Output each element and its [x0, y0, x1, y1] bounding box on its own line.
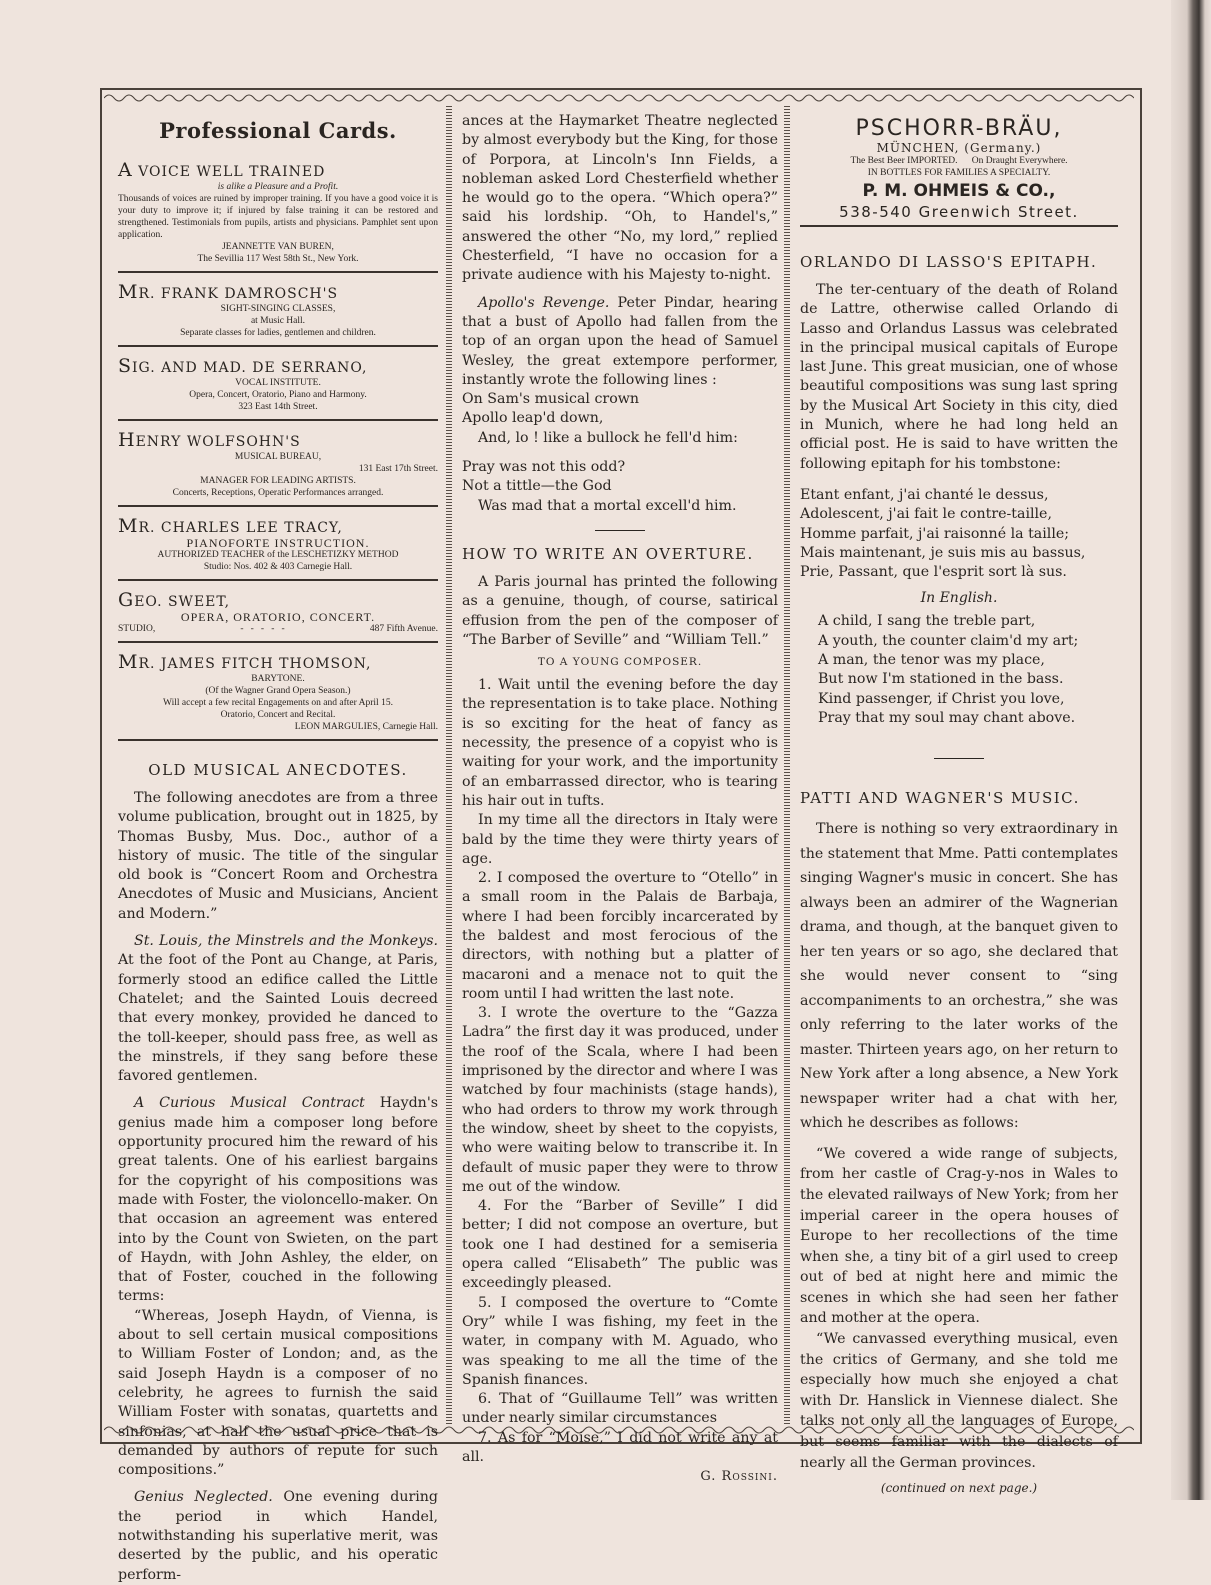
column-rule [784, 104, 790, 1424]
french-epitaph: Etant enfant, j'ai chanté le dessus, Adolescent, j'ai fait le contre-taille, Homme parfait, j'ai raisonné la taille; Mais maintenant, je suis mis au bassus, Prie, Passant, que l'esprit sort là sus. [800, 486, 1086, 581]
overture-items: 1. Wait until the evening before the day the representation is to take place. Nothing is so exciting for the heat of fancy as necessity, the presence of a copyist who is waiting for your work, and the importunity of an embarrassed director, who is tearing his hair out in tufts. In my time all the directors in Italy were bald by the time they were thirty years of age. 2. I composed the overture to “Otello” in a small room in the Palais de Barbaja, where I had been forcibly incarcerated by the baldest and most ferocious of the directors, with nothing but a platter of macaroni and a menace not to quit the room until I had written the last note. 3. I wrote the overture to the “Gazza Ladra” the first day it was produced, under the roof of the Scala, where I had been imprisoned by the director and where I was watched by four machinists (stage hands), who had orders to throw my work through the window, sheet by sheet to the copyists, who were waiting below to transcribe it. In default of music paper they were to throw me out of the window. 4. For the “Barber of Seville” I did better; I did not compose an overture, but took one I had destined for a semiseria opera called “Elisabeth” The public was exceedingly pleased. 5. I composed the overture to “Comte Ory” while I was fishing, my feet in the water, in company with M. Aguado, who was speaking to me all the time of the Spanish finances. 6. That of “Guillaume Tell” was written under nearly similar circumstances 7. As for “Moise,” I did not write any at all. [462, 677, 778, 1465]
wavy-border-top [104, 92, 1134, 104]
card-wolfsohn: HENRY WOLFSOHN'S MUSICAL BUREAU, 131 East 17th Street. MANAGER FOR LEADING ARTISTS. Concerts, Receptions, Operatic Performances arranged. [118, 427, 438, 507]
continued-note: (continued on next page.) [880, 1481, 1038, 1496]
divider [934, 758, 984, 759]
column-2: ances at the Haymarket Theatre neglected by almost everybody but the King, for those of Porpora, at Lincoln's Inn Fields, a nobleman asked Lord Chesterfield whether he would go to the opera. “Which opera?” said his lordship. “Oh, to Handel's,” answered the other “No, my lord,” replied Chesterfield, “I have no occasion for a private audience with his Majesty to-night. Apollo's Revenge. Peter Pindar, hearing that a bust of Apollo had fallen from the top of an organ upon the head of Samuel Wesley, the great extempore performer, instantly wrote the following lines : On Sam's musical crown Apollo leap'd down, And, lo ! like a bullock he fell'd him: Pray was not this odd? Not a tittle—the God Was mad that a mortal excell'd him. HOW TO WRITE AN OVERTURE. A Paris journal has printed the following as a genuine, though, of course, satirical effusion from the pen of the composer of “The Barber of Seville” and “William Tell.” TO A YOUNG COMPOSER. 1. Wait until the evening before the day the representation is to take place. Nothing is so exciting for the heat of fancy as necessity, the presence of a copyist who is waiting for your work, and the importunity of an embarrassed director, who is tearing his hair out in tufts. In my time all the directors in Italy were bald by the time they were thirty years of age. 2. I composed the overture to “Otello” in a small room in the Palais de Barbaja, where I had been forcibly incarcerated by the baldest and most ferocious of the directors, with nothing but a platter of macaroni and a menace not to quit the room until I had written the last note. 3. I wrote the overture to the “Gazza Ladra” the first day it was produced, under the roof of the Scala, where I had been imprisoned by the director and where I was watched by four machinists (stage hands), who had orders to throw my work through the window, sheet by sheet to the copyists, who were waiting below to transcribe it. In default of music paper they were to throw me out of the window. 4. For the “Barber of Seville” I did better; I did not compose an overture, but took one I had destined for a semiseria opera called “Elisabeth” The public was exceedingly pleased. 5. I composed the overture to “Comte Ory” while I was fishing, my feet in the water, in company with M. Aguado, who was speaking to me all the time of the Spanish finances. 6. That of “Guillaume Tell” was written under nearly similar circumstances 7. As for “Moise,” I did not write any at all. G. Rossini. [462, 113, 778, 1485]
patti-title: PATTI AND WAGNER'S MUSIC. [800, 789, 1080, 808]
anecdotes-body: The following anecdotes are from a three volume publication, brought out in 1825, by Thomas Busby, Mus. Doc., author of a history of music. The title of the singular old book is “Concert Room and Orchestra Anecdotes of Music and Musicians, Ancient and Modern.” St. Louis, the Minstrels and the Monkeys. At the foot of the Pont au Change, at Paris, formerly stood an edifice called the Little Chatelet; and the Sainted Louis decreed that every monkey, provided he danced to the toll-keeper, should pass free, as well as the minstrels, if they sang before these favored gentlemen. A Curious Musical Contract Haydn's genius made him a composer long before opportunity procured him the reward of his great talents. One of his earliest bargains for the copyright of his compositions was made with Foster, the violoncello-maker. On that occasion an agreement was entered into by the Count von Swieten, on the part of Haydn, with John Ashley, the elder, on that of Foster, couched in the following terms: “Whereas, Joseph Haydn, of Vienna, is about to sell certain musical compositions to William Foster of London; and, as the said Joseph Haydn is a composer of no celebrity, he agrees to furnish the said William Foster with sonatas, quartetts and sinfonias, at half the usual price that is demanded by authors of repute for such compositions.” Genius Neglected. One evening during the period in which Handel, notwithstanding his superlative merit, was deserted by the public, and his operatic perform- [118, 790, 439, 1583]
column-rule [446, 104, 452, 1424]
ohmeis-name: P. M. OHMEIS & CO., [862, 181, 1056, 201]
column-1 [118, 112, 438, 1585]
signature: G. Rossini. [700, 1469, 778, 1485]
card-tracy: MR. CHARLES LEE TRACY, PIANOFORTE INSTRUCTION. AUTHORIZED TEACHER of the LESCHETIZKY METHOD Studio: Nos. 402 & 403 Carnegie Hall. [118, 513, 438, 581]
card-sweet: GEO. SWEET, OPERA, ORATORIO, CONCERT. STUDIO, - - - - - 487 Fifth Avenue. [118, 587, 438, 643]
card-thomson: MR. JAMES FITCH THOMSON, BARYTONE. (Of the Wagner Grand Opera Season.) Will accept a few recital Engagements on and after April 15. Oratorio, Concert and Recital. LEON MARGULIES, Carnegie Hall. [118, 649, 438, 741]
to-young-composer: TO A YOUNG COMPOSER. [537, 656, 703, 669]
lasso-title: ORLANDO DI LASSO'S EPITAPH. [800, 253, 1098, 271]
pschorr-brau-title: PSCHORR-BRÄU, [855, 116, 1063, 141]
anecdotes-title: OLD MUSICAL ANECDOTES. [148, 761, 408, 779]
english-epitaph: A child, I sang the treble part, A youth, the counter claim'd my art; A man, the tenor was my place, But now I'm stationed in the bass. Kind passenger, if Christ you love, Pray that my soul may chant above. [818, 613, 1079, 726]
ad-address: 538-540 Greenwich Street. [800, 203, 1118, 227]
card-damrosch: MR. FRANK DAMROSCH'S SIGHT-SINGING CLASSES, at Music Hall. Separate classes for ladies, gentlemen and children. [118, 279, 438, 347]
divider [595, 530, 645, 531]
professional-cards-title: Professional Cards. [159, 118, 397, 143]
chesterfield-paragraph: ances at the Haymarket Theatre neglected by almost everybody but the King, for those of Porpora, at Lincoln's Inn Fields, a nobleman asked Lord Chesterfield whether he would go to the opera. “Which opera?” said his lordship. “Oh, to Handel's,” answered the other “No, my lord,” replied Chesterfield, “I have no occasion for a private audience with his Majesty to-night. [462, 113, 778, 284]
card-voice-training: A VOICE WELL TRAINED is alike a Pleasure and a Profit. Thousands of voices are ruined by improper training. If you have a good voice it is your duty to improve it; if injured by false training it can be restored and strengthened. Testimonials from pupils, artists and physicians. Pamphlet sent upon application. JEANNETTE VAN BUREN, The Sevillia 117 West 58th St., New York. [118, 157, 438, 273]
binding-spine [1171, 0, 1211, 1500]
patti-body: There is nothing so very extraordinary in the statement that Mme. Patti contemplates singing Wagner's music in concert. She has always been an admirer of the Wagnerian drama, and though, at the banquet given to her ten years or so ago, she declared that she would never consent to “sing accompaniments to an orchestra,” she was only referring to the later works of the master. Thirteen years ago, on her return to New York after a long absence, a New York newspaper writer had a chat with her, which he describes as follows: “We covered a wide range of subjects, from her castle of Crag-y-nos in Wales to the elevated railways of New York; from her imperial career in the opera houses of Europe to her recollections of the time when she, a tiny bit of a girl used to creep out of bed at night here and mimic the scenes in which she had seen her father and mother at the opera. “We canvassed everything musical, even the critics of Germany, and she told me especially how much she enjoyed a chat with Dr. Hanslick in Viennese dialect. She talks not only all the languages of Europe, but seems familiar with the dialects of nearly all the German provinces. [800, 821, 1118, 1471]
apollo-poem: On Sam's musical crown Apollo leap'd down, And, lo ! like a bullock he fell'd him: Pray was not this odd? Not a tittle—the God Was mad that a mortal excell'd him. [462, 391, 738, 514]
card-serrano: SIG. AND MAD. DE SERRANO, VOCAL INSTITUTE. Opera, Concert, Oratorio, Piano and Harmony. 323 East 14th Street. [118, 353, 438, 421]
column-3: PSCHORR-BRÄU, MÜNCHEN, (Germany.) The Best Beer IMPORTED. On Draught Everywhere. IN BOTTLES FOR FAMILIES A SPECIALTY. P. M. OHMEIS & CO., 538-540 Greenwich Street. ORLANDO DI LASSO'S EPITAPH. The ter-centuary of the death of Roland de Lattre, otherwise called Orlando di Lasso and Orlandus Lassus was celebrated in the principal musical capitals of Europe last June. This great musician, one of whose beautiful compositions was sung last spring by the Musical Art Society in this city, died in Munich, where he had long held an official post. He is said to have written the following epitaph for his tombstone: Etant enfant, j'ai chanté le dessus, Adolescent, j'ai fait le contre-taille, Homme parfait, j'ai raisonné la taille; Mais maintenant, je suis mis au bassus, Prie, Passant, que l'esprit sort là sus. In English. A child, I sang the treble part, A youth, the counter claim'd my art; A man, the tenor was my place, But now I'm stationed in the bass. Kind passenger, if Christ you love, Pray that my soul may chant above. PATTI AND WAGNER'S MUSIC. There is nothing so very extraordinary in the statement that Mme. Patti contemplates singing Wagner's music in concert. She has always been an admirer of the Wagnerian drama, and though, at the banquet given to her ten years or so ago, she declared that she would never consent to “sing accompaniments to an orchestra,” she was only referring to the later works of the master. Thirteen years ago, on her return to New York after a long absence, a New York newspaper writer had a chat with her, which he describes as follows: “We covered a wide range of subjects, from her castle of Crag-y-nos in Wales to the elevated railways of New York; from her imperial career in the opera houses of Europe to her recollections of the time when she, a tiny bit of a girl used to creep out of bed at night here and mimic the scenes in which she had seen her father and mother at the opera. “We canvassed everything musical, even the critics of Germany, and she told me especially how much she enjoyed a chat with Dr. Hanslick in Viennese dialect. She talks not only all the languages of Europe, but seems familiar with the dialects of nearly all the German provinces. (continued on next page.) [800, 116, 1118, 1496]
overture-title: HOW TO WRITE AN OVERTURE. [462, 544, 754, 563]
